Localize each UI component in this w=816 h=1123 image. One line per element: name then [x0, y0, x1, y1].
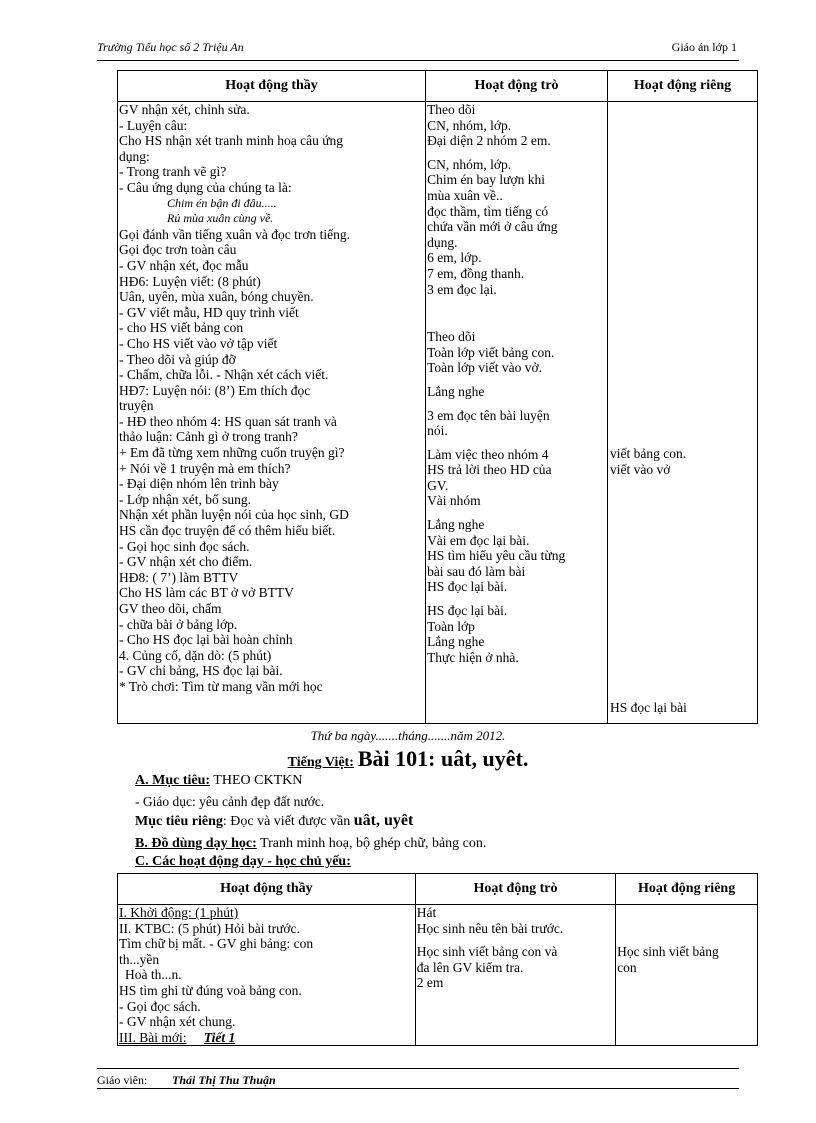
student-line: 3 em đọc tên bài luyện: [427, 407, 550, 423]
teacher-line: Gọi đánh vần tiếng xuân và đọc trơn tiếng.: [119, 226, 350, 242]
student-line: Theo dõi: [427, 329, 476, 345]
subject-label: Tiếng Việt:: [287, 755, 354, 770]
student-line: HS tìm hiểu yêu cầu từng: [427, 548, 566, 564]
teacher-line: - Cho HS đọc lại bài hoàn chỉnh: [119, 632, 293, 648]
student-line: Toàn lớp viết bảng con.: [427, 344, 555, 360]
teacher-line: - HĐ theo nhóm 4: HS quan sát tranh và: [119, 413, 337, 429]
header-teacher: Hoạt động thầy: [118, 71, 426, 102]
lesson-table-2: [117, 873, 758, 1046]
teacher-line: GV nhận xét, chỉnh sửa.: [119, 102, 250, 117]
student-line: [427, 149, 606, 157]
special-line: HS đọc lại bài: [610, 700, 687, 715]
student-line: 2 em: [416, 975, 444, 991]
equipment-label: B. Đồ dùng dạy học:: [135, 836, 257, 851]
date-line: Thứ ba ngày.......tháng.......năm 2012.: [310, 728, 506, 743]
student-line: Lắng nghe: [427, 383, 485, 399]
student-line: [427, 509, 606, 517]
teacher-line: [119, 1030, 414, 1046]
teacher-line: HĐ8: ( 7’) làm BTTV: [119, 569, 239, 585]
teacher-line: - Đại diện nhóm lên trình bày: [119, 476, 279, 492]
equipment-value: Tranh minh hoạ, bộ ghép chữ, bảng con.: [260, 836, 487, 851]
teacher-line: * Trò chơi: Tìm từ mang vần mới học: [119, 678, 323, 694]
student-line: bài sau đó làm bài: [427, 563, 526, 579]
activities-line: [135, 854, 351, 870]
teacher-line: 4. Củng cố, dặn dò: (5 phút): [119, 647, 272, 663]
student-line: [417, 936, 614, 944]
special-goal-value: : Đọc và viết được vần: [222, 814, 351, 829]
teacher-line: - GV nhận xét cho điểm.: [119, 554, 253, 570]
special-column: [616, 905, 758, 1046]
teacher-line: Tìm chữ bị mất. - GV ghi bảng: con: [119, 936, 314, 952]
teacher-line: dụng:: [119, 148, 150, 164]
teacher-line: + Nói về 1 truyện mà em thích?: [119, 460, 291, 476]
student-line: Theo dõi: [427, 102, 476, 117]
teacher-line: Cho HS làm các BT ở vở BTTV: [119, 585, 294, 601]
student-line: 3 em đọc lại.: [427, 281, 497, 297]
grade-label: Giáo án lớp 1: [671, 40, 737, 54]
teacher-line: - Gọi đọc sách.: [119, 998, 201, 1014]
student-line: dụng.: [427, 234, 458, 250]
spacer: [617, 905, 756, 944]
teacher-line: - Theo dõi và giúp đỡ: [119, 351, 236, 367]
special-line: viết bảng con.: [610, 446, 687, 461]
special-goal-line: [135, 812, 413, 830]
student-line: Học sinh viết bảng con và: [416, 944, 558, 960]
goal-line: [135, 773, 302, 789]
teacher-label: Giáo viên:: [97, 1073, 148, 1087]
header-special: Hoạt động riêng: [616, 874, 758, 905]
student-line: Vài nhóm: [427, 493, 481, 509]
teacher-column: [118, 102, 426, 724]
student-line: 6 em, lớp.: [427, 250, 482, 266]
student-line: chứa vần mới ở câu ứng: [427, 219, 558, 235]
special-goal-rhyme: uât, uyêt: [353, 812, 414, 829]
teacher-line: - Chấm, chữa lỗi. - Nhận xét cách viết.: [119, 367, 329, 383]
teacher-line: - Câu ứng dụng của chúng ta là:: [119, 179, 292, 195]
school-name: Trường Tiểu học số 2 Triệu An: [97, 40, 244, 54]
student-line: Thực hiện ở nhà.: [427, 649, 519, 665]
lesson-heading: [0, 746, 816, 772]
teacher-line: thảo luận: Cảnh gì ở trong tranh?: [119, 429, 298, 445]
student-line: Lắng nghe: [427, 634, 485, 650]
lesson-title: Bài 101: uât, uyêt.: [357, 746, 529, 771]
student-line: Học sinh nêu tên bài trước.: [416, 920, 564, 936]
teacher-line: HS cần đọc truyện để có thêm hiểu biết.: [119, 523, 336, 539]
teacher-line: Rủ mùa xuân cùng về.: [167, 211, 274, 226]
student-line: [427, 297, 606, 321]
teacher-line: HĐ7: Luyện nói: (8’) Em thích đọc: [119, 382, 311, 398]
footer-rule: [97, 1088, 739, 1089]
student-line: CN, nhóm, lớp.: [427, 156, 512, 172]
special-line: con: [617, 959, 637, 975]
student-line: [427, 439, 606, 447]
teacher-line: th...yền: [119, 951, 160, 967]
student-line: CN, nhóm, lớp.: [427, 117, 512, 133]
student-line: Vài em đọc lại bài.: [427, 532, 530, 548]
teacher-line: II. KTBC: (5 phút) Hỏi bài trước.: [119, 920, 300, 936]
teacher-line: Gọi đọc trơn toàn câu: [119, 242, 237, 258]
teacher-line: - Lớp nhận xét, bổ sung.: [119, 491, 251, 507]
teacher-line: truyện: [119, 398, 154, 414]
student-line: mùa xuân về..: [427, 187, 503, 203]
teacher-line: Hoà th...n.: [125, 967, 182, 983]
teacher-line: Uân, uyên, mùa xuân, bóng chuyền.: [119, 289, 314, 305]
teacher-line: - Gọi học sinh đọc sách.: [119, 538, 250, 554]
student-line: GV.: [427, 477, 449, 493]
teacher-line: - GV nhận xét, đọc mẫu: [119, 257, 249, 273]
special-line: Học sinh viết bảng: [617, 944, 719, 959]
equipment-line: [135, 836, 486, 852]
teacher-line: - GV viết mẫu, HD quy trình viết: [119, 304, 299, 320]
student-line: nói.: [427, 423, 448, 439]
student-line: [427, 376, 606, 384]
teacher-line: - chữa bài ở bảng lớp.: [119, 616, 238, 632]
student-line: [427, 595, 606, 603]
goal-label: A. Mục tiêu:: [135, 773, 211, 788]
student-line: Chim én bay lượn khi: [427, 172, 546, 188]
teacher-line: + Em đã từng xem những cuốn truyện gì?: [119, 445, 345, 461]
teacher-line: - GV nhận xét chung.: [119, 1014, 236, 1030]
special-column: [608, 102, 758, 724]
header-student: Hoạt động trò: [426, 71, 608, 102]
student-line: HS đọc lại bài.: [427, 603, 508, 619]
teacher-line: Nhận xét phần luyện nói của học sinh, GD: [119, 507, 349, 523]
lesson-table-1: [117, 70, 758, 724]
header-teacher: Hoạt động thầy: [118, 874, 416, 905]
student-line: đa lên GV kiểm tra.: [416, 959, 524, 975]
period-label: Tiết 1: [203, 1029, 236, 1045]
teacher-line: HĐ6: Luyện viết: (8 phút): [119, 273, 261, 289]
teacher-name: Thái Thị Thu Thuận: [172, 1073, 276, 1087]
page-header: [97, 38, 739, 61]
teacher-line: Chim én bận đi đâu.....: [167, 195, 277, 210]
teacher-line: - Luyện câu:: [119, 117, 188, 133]
activities-label: C. Các hoạt động dạy - học chủ yếu:: [135, 854, 351, 869]
teacher-line: HS tìm ghi từ đúng voà bảng con.: [119, 982, 302, 998]
goal-value: THEO CKTKN: [213, 773, 303, 788]
student-line: HS trả lời theo HD của: [427, 462, 552, 478]
teacher-line: Cho HS nhận xét tranh minh hoạ câu ứng: [119, 133, 344, 149]
student-line: Làm việc theo nhóm 4: [427, 446, 549, 462]
student-line: [427, 321, 606, 329]
student-column: [415, 905, 615, 1046]
teacher-line: - Trong tranh vẽ gì?: [119, 164, 227, 180]
header-special: Hoạt động riêng: [608, 71, 758, 102]
new-lesson-label: III. Bài mới:: [119, 1029, 187, 1045]
teacher-line: [119, 905, 414, 921]
teacher-line: GV theo dõi, chấm: [119, 601, 222, 616]
warmup-label: I. Khởi động: (1 phút): [119, 905, 239, 920]
student-column: [426, 102, 608, 724]
education-line: - Giáo dục: yêu cảnh đẹp đất nước.: [135, 794, 325, 809]
student-line: [427, 400, 606, 408]
special-goal-label: Mục tiêu riêng: [135, 814, 223, 829]
student-line: Toàn lớp viết vào vở.: [427, 360, 542, 376]
student-line: Lắng nghe: [427, 517, 485, 533]
special-line: viết vào vở: [610, 462, 671, 477]
student-line: Hát: [416, 905, 437, 920]
teacher-line: - cho HS viết bảng con: [119, 320, 244, 336]
teacher-line: - GV chỉ bảng, HS đọc lại bài.: [119, 663, 283, 679]
header-student: Hoạt động trò: [415, 874, 615, 905]
student-line: 7 em, đồng thanh.: [427, 265, 525, 281]
student-line: Đại diện 2 nhóm 2 em.: [427, 133, 551, 149]
teacher-line: - Cho HS viết vào vở tập viết: [119, 335, 278, 351]
student-line: Toàn lớp: [427, 618, 475, 634]
student-line: đọc thầm, tìm tiếng có: [427, 203, 549, 219]
teacher-column: [118, 905, 416, 1046]
student-line: HS đọc lại bài.: [427, 579, 508, 595]
